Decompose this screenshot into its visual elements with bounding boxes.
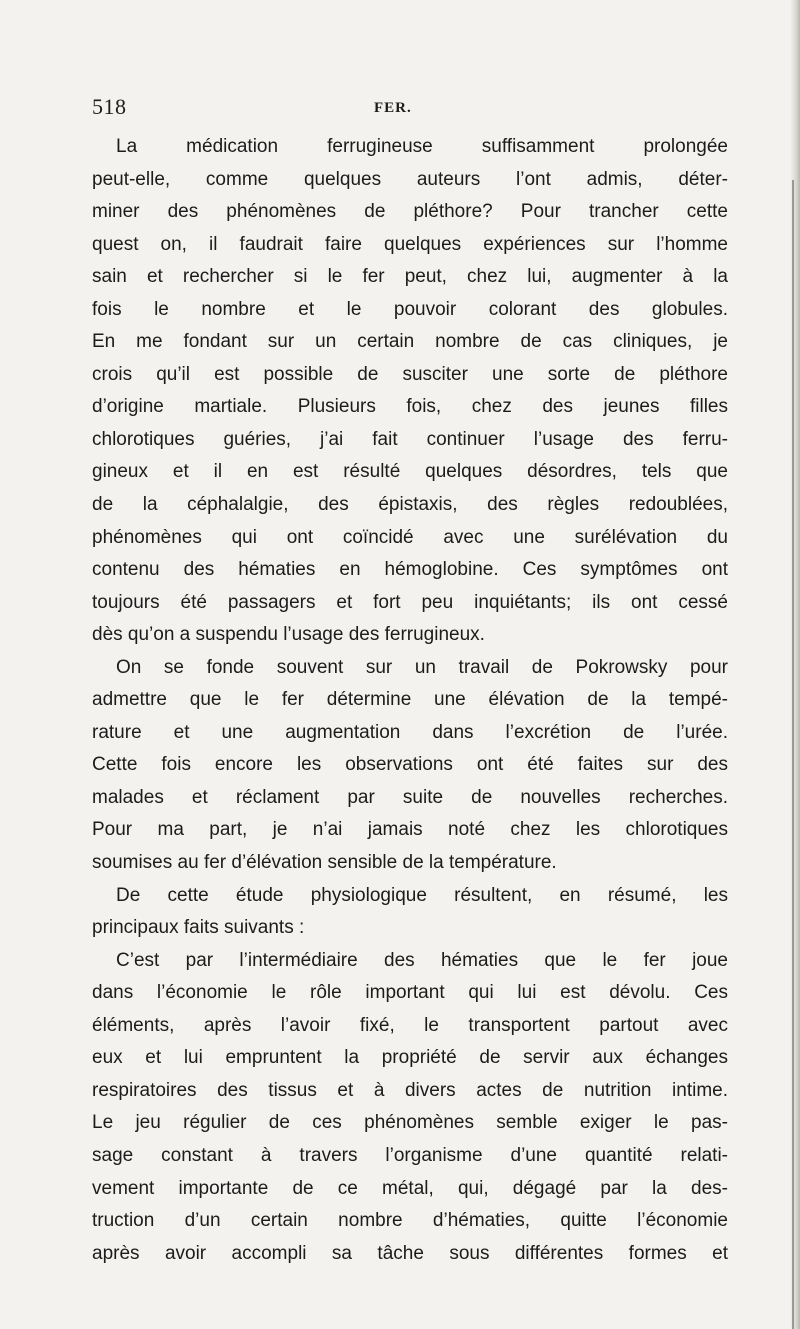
text-line: En me fondant sur un certain nombre de cas cliniques, je — [92, 331, 728, 353]
text-line: principaux faits suivants : — [92, 917, 305, 939]
text-line: toujours été passagers et fort peu inquiétants; ils ont cessé — [92, 591, 728, 613]
text-line: sain et rechercher si le fer peut, chez lui, augmenter à la — [92, 266, 728, 288]
text-line: C’est par l’intermédiaire des hématies que le fer joue — [116, 949, 728, 971]
text-line: d’origine martiale. Plusieurs fois, chez des jeunes filles — [92, 396, 728, 418]
text-line: chlorotiques guéries, j’ai fait continuer l’usage des ferru- — [92, 428, 728, 450]
text-line: dès qu’on a suspendu l’usage des ferrugineux. — [92, 624, 485, 646]
text-line: phénomènes qui ont coïncidé avec une surélévation du — [92, 526, 728, 548]
page-header — [92, 94, 732, 128]
body-text — [92, 131, 728, 1270]
text-line: dans l’économie le rôle important qui lui est dévolu. Ces — [92, 982, 728, 1004]
text-line: de la céphalalgie, des épistaxis, des règles redoublées, — [92, 494, 728, 516]
text-line: Cette fois encore les observations ont été faites sur des — [92, 754, 728, 776]
text-line: soumises au fer d’élévation sensible de la température. — [92, 852, 557, 874]
text-line: malades et réclament par suite de nouvelles recherches. — [92, 786, 728, 808]
text-line: quest on, il faudrait faire quelques expériences sur l’homme — [92, 233, 728, 255]
text-line: La médication ferrugineuse suffisamment prolongée — [116, 136, 728, 157]
text-line: éléments, après l’avoir fixé, le transportent partout avec — [92, 1014, 728, 1036]
running-head: FER. — [374, 100, 412, 116]
text-line: De cette étude physiologique résultent, en résumé, les — [116, 884, 728, 906]
page-edge-line — [792, 180, 794, 1329]
text-line: peut-elle, comme quelques auteurs l’ont admis, déter- — [92, 168, 728, 190]
text-line: respiratoires des tissus et à divers actes de nutrition intime. — [92, 1079, 728, 1101]
text-line: Le jeu régulier de ces phénomènes semble exiger le pas- — [92, 1112, 728, 1134]
text-line: truction d’un certain nombre d’hématies, quitte l’économie — [92, 1210, 728, 1232]
text-line: On se fonde souvent sur un travail de Pokrowsky pour — [116, 656, 728, 678]
text-line: miner des phénomènes de pléthore? Pour trancher cette — [92, 201, 728, 223]
text-line: crois qu’il est possible de susciter une sorte de pléthore — [92, 363, 728, 385]
text-line: sage constant à travers l’organisme d’une quantité relati- — [92, 1144, 728, 1166]
text-line: Pour ma part, je n’ai jamais noté chez les chlorotiques — [92, 819, 728, 841]
text-line: eux et lui empruntent la propriété de servir aux échanges — [92, 1047, 728, 1069]
text-line: après avoir accompli sa tâche sous différentes formes et — [92, 1242, 728, 1264]
text-line: gineux et il en est résulté quelques désordres, tels que — [92, 461, 728, 483]
text-line: admettre que le fer détermine une élévation de la tempé- — [92, 689, 728, 711]
text-line: contenu des hématies en hémoglobine. Ces symptômes ont — [92, 559, 728, 581]
page-number: 518 — [92, 94, 127, 119]
text-line: fois le nombre et le pouvoir colorant des globules. — [92, 298, 728, 320]
text-line: rature et une augmentation dans l’excrétion de l’urée. — [92, 721, 728, 743]
text-line: vement importante de ce métal, qui, dégagé par la des- — [92, 1177, 728, 1199]
